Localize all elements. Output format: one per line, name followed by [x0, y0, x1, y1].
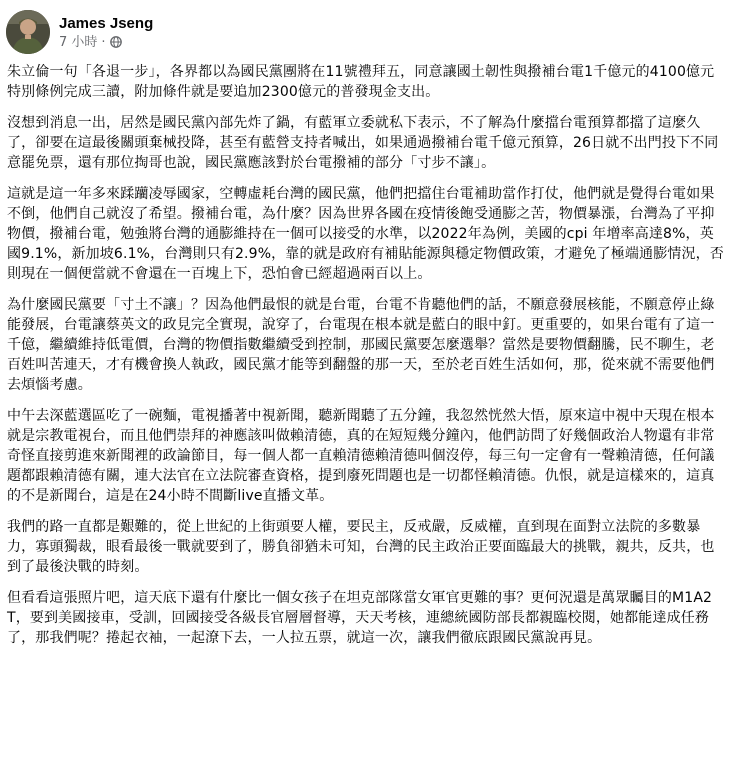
post-paragraph: 朱立倫一句「各退一步」，各界都以為國民黨團將在11號禮拜五，同意讓國土韌性與撥補台電1千億元的4100億元特別條例完成三讀，附加條件就是要追加2300億元的普發現金支出。: [7, 64, 715, 100]
globe-icon[interactable]: [110, 36, 122, 48]
post-paragraph: 我們的路一直都是艱難的，從上世紀的上街頭要人權，要民主，反戒嚴，反威權，直到現在面對立法院的多數暴力，寡頭獨裁，眼看最後一戰就要到了，勝負卻猶未可知，台灣的民主政治正要面臨最大的挑戰，親共，反共，也到了最後決戰的時刻。: [7, 519, 715, 575]
post-paragraph: 中午去深藍選區吃了一碗麵，電視播著中視新聞，聽新聞聽了五分鐘，我忽然恍然大悟，原來這中視中天現在根本就是宗教電視台，而且他們崇拜的神應該叫做賴清德，真的在短短幾分鐘內，他們訪問了好幾個政治人物還有非常奇怪直接剪進來新聞裡的政論節目，每一個人都一直賴清德賴清德叫個沒停，每三句一定會有一聲賴清德，任何議題都跟賴清德有關，連大法官在立法院審查資格，提到廢死問題也是一切都怪賴清德。仇恨，就是這樣來的，這真的不是新聞台，這是在24小時不間斷live直播文革。: [7, 408, 715, 504]
post-paragraph: 但看看這張照片吧，這天底下還有什麼比一個女孩子在坦克部隊當女軍官更難的事？更何況還是萬眾矚目的M1A2T，要到美國接車，受訓，回國接受各級長官層層督導，天天考核，連總統國防部長都親臨校閱，她都能達成任務了，那我們呢？捲起衣袖，一起潦下去，一人拉五票，就這一次，讓我們徹底跟國民黨說再見。: [7, 590, 713, 646]
avatar-image: [6, 10, 50, 54]
post-paragraph: 沒想到消息一出，居然是國民黨內部先炸了鍋，有藍軍立委就私下表示，不了解為什麼擋台電預算都擋了這麼久了，卻要在這最後關頭棄械投降，甚至有藍營支持者喊出，如果通過撥補台電千億元預算，26日就不出門投下不同意罷免票，還有那位掏哥也說，國民黨應該對於台電撥補的部分「寸步不讓」。: [7, 115, 719, 171]
separator-dot: ·: [101, 34, 106, 50]
author-name[interactable]: James Jseng: [59, 14, 154, 32]
post-paragraph: 為什麼國民黨要「寸土不讓」？因為他們最恨的就是台電，台電不肯聽他們的話，不願意發展核能，不願意停止綠能發展，台電讓蔡英文的政見完全實現，說穿了，台電現在根本就是藍白的眼中釘。更重要的，如果台電有了這一千億，繼續維持低電價，台灣的物價指數繼續受到控制，那國民黨要怎麼選舉？當然是要物價翻騰，民不聊生，老百姓叫苦連天，才有機會換人執政，國民黨才能等到翻盤的那一天，至於老百姓生活如何，那，從來就不需要他們去煩惱考慮。: [7, 297, 715, 393]
post-meta: [59, 14, 153, 51]
post-timestamp[interactable]: 7 小時: [59, 34, 98, 50]
post-header: [6, 8, 153, 56]
post-body: [7, 62, 725, 659]
avatar-icon[interactable]: [6, 10, 50, 54]
post-subline: [59, 34, 153, 51]
post-paragraph: 這就是這一年多來蹂躪凌辱國家，空轉虛耗台灣的國民黨，他們把擋住台電補助當作打仗，他們就是覺得台電如果不倒，他們自己就沒了希望。撥補台電，為什麼？因為世界各國在疫情後飽受通膨之苦，物價暴漲，台灣為了平抑物價，撥補台電，勉強將台灣的通膨維持在一個可以接受的水準，以2022年為例，美國的cpi 年增率高達8%，英國9.1%，新加坡6.1%，台灣則只有2.9%，靠的就是政府有補貼能源與穩定物價政策，才避免了極端通膨情況，否則現在一個便當就不會還在一百塊上下，恐怕會已經超過兩百以上。: [7, 186, 724, 282]
